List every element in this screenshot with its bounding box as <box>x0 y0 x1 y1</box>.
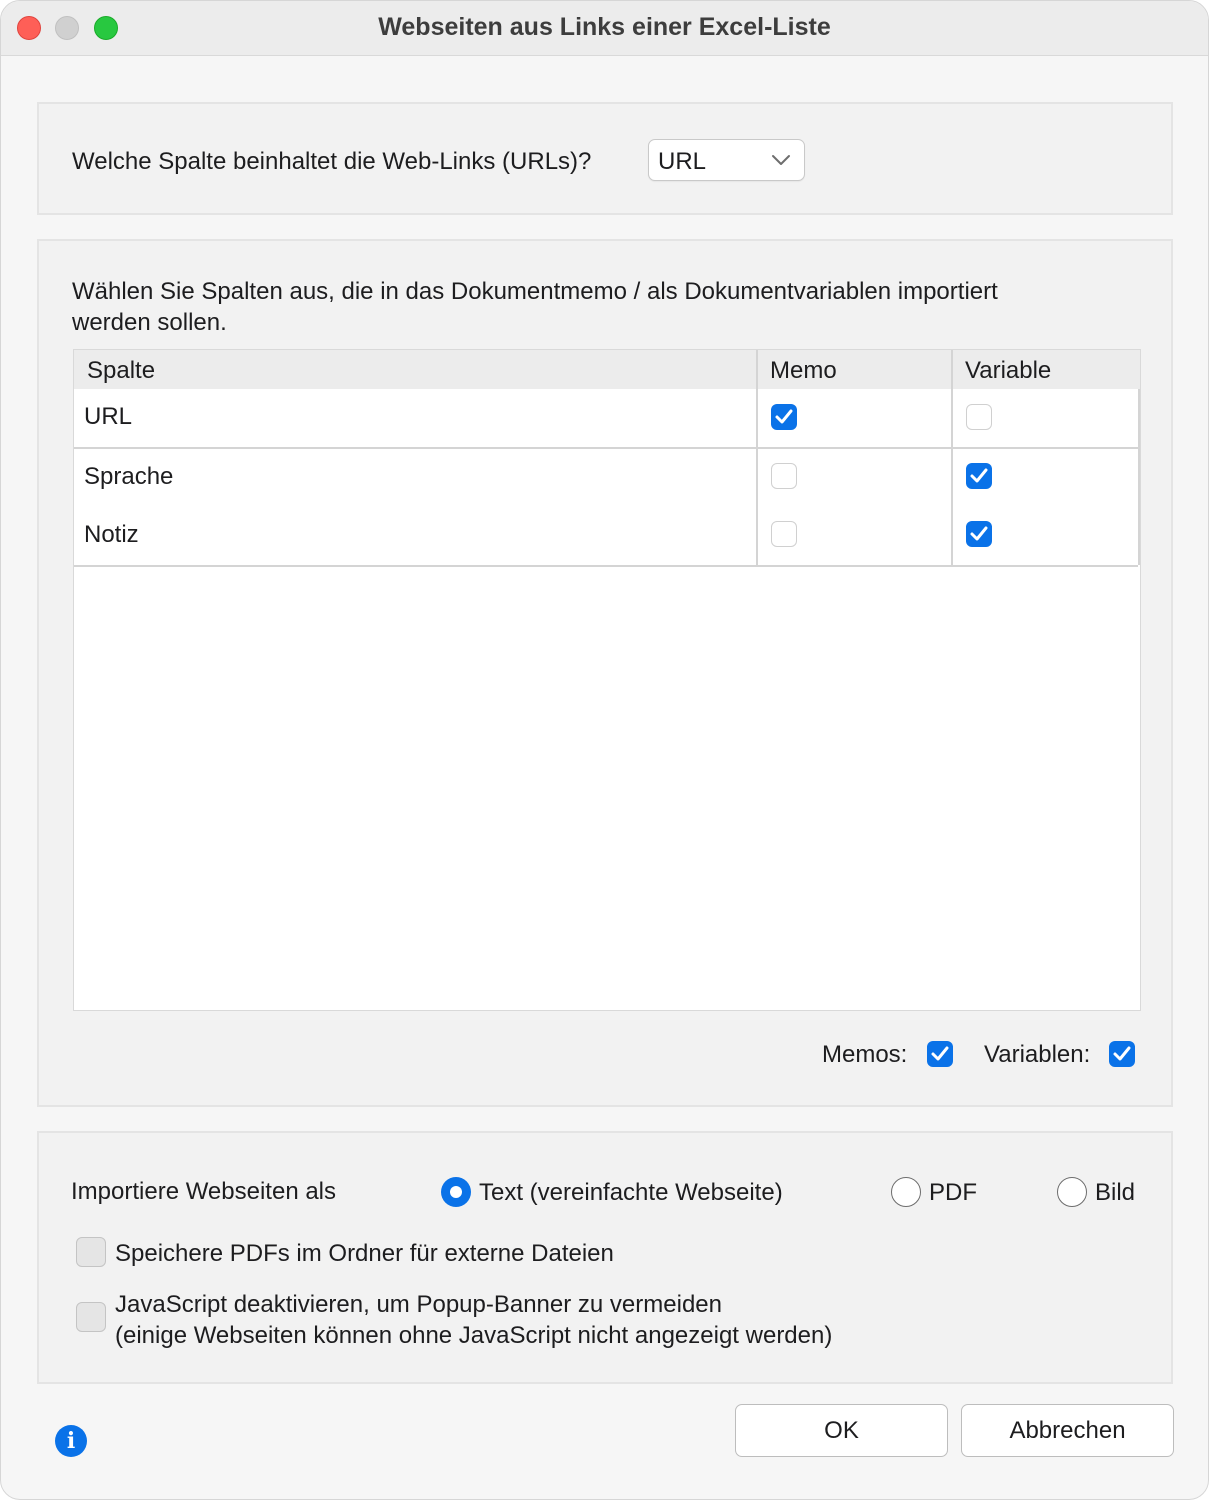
import-image-label[interactable]: Bild <box>1095 1179 1136 1206</box>
variable-checkbox-sprache[interactable] <box>966 463 992 489</box>
checkmark-icon <box>969 524 989 544</box>
disable-javascript-label-line2: (einige Webseiten können ohne JavaScript nicht angezeigt werden) <box>115 1322 833 1349</box>
header-column: Spalte <box>87 357 156 384</box>
memo-checkbox-notiz[interactable] <box>771 521 797 547</box>
ok-button[interactable]: OK <box>735 1404 948 1457</box>
url-column-question: Welche Spalte beinhaltet die Web-Links (URLs)? <box>72 148 592 175</box>
checkmark-icon <box>930 1044 950 1064</box>
table-header <box>74 350 1140 389</box>
memo-checkbox-sprache[interactable] <box>771 463 797 489</box>
checkmark-icon <box>969 466 989 486</box>
checkmark-icon <box>774 407 794 427</box>
import-pdf-radio[interactable] <box>891 1177 921 1207</box>
url-column-panel <box>37 102 1173 215</box>
save-pdfs-checkbox[interactable] <box>76 1237 106 1267</box>
import-options-panel <box>37 1131 1173 1384</box>
cancel-button[interactable]: Abbrechen <box>961 1404 1174 1457</box>
column-table <box>73 349 1141 1011</box>
column-selection-panel <box>37 239 1173 1107</box>
column-selection-instruction-line1: Wählen Sie Spalten aus, die in das Dokumentmemo / als Dokumentvariablen importiert <box>72 278 998 305</box>
memos-all-label: Memos: <box>822 1041 908 1068</box>
header-memo: Memo <box>770 357 837 384</box>
import-text-label[interactable]: Text (vereinfachte Webseite) <box>479 1179 783 1206</box>
checkmark-icon <box>1112 1044 1132 1064</box>
window-title: Webseiten aus Links einer Excel-Liste <box>378 13 831 41</box>
row-name: URL <box>84 403 133 430</box>
url-column-select-value: URL <box>658 148 707 175</box>
header-variable: Variable <box>965 357 1052 384</box>
table-row[interactable] <box>74 507 1138 567</box>
import-text-radio[interactable] <box>441 1177 471 1207</box>
column-divider <box>1138 389 1140 565</box>
chevron-down-icon <box>770 150 792 175</box>
row-name: Sprache <box>84 463 174 490</box>
row-name: Notiz <box>84 521 139 548</box>
memo-checkbox-url[interactable] <box>771 404 797 430</box>
variables-all-checkbox[interactable] <box>1109 1041 1135 1067</box>
disable-javascript-checkbox[interactable] <box>76 1302 106 1332</box>
column-divider <box>951 350 953 566</box>
variables-all-label: Variablen: <box>984 1041 1091 1068</box>
column-divider <box>756 350 758 566</box>
variable-checkbox-url[interactable] <box>966 404 992 430</box>
disable-javascript-label-line1[interactable]: JavaScript deaktivieren, um Popup-Banner zu vermeiden <box>115 1291 722 1318</box>
save-pdfs-label[interactable]: Speichere PDFs im Ordner für externe Dateien <box>115 1240 614 1267</box>
url-column-select[interactable] <box>648 139 805 181</box>
variable-checkbox-notiz[interactable] <box>966 521 992 547</box>
import-as-label: Importiere Webseiten als <box>71 1178 337 1205</box>
import-pdf-label[interactable]: PDF <box>929 1179 977 1206</box>
column-selection-instruction-line2: werden sollen. <box>72 309 227 336</box>
memos-all-checkbox[interactable] <box>927 1041 953 1067</box>
table-row[interactable] <box>74 389 1138 449</box>
info-icon[interactable]: i <box>55 1425 87 1457</box>
title-bar <box>1 1 1208 56</box>
table-row[interactable] <box>74 449 1138 509</box>
import-image-radio[interactable] <box>1057 1177 1087 1207</box>
